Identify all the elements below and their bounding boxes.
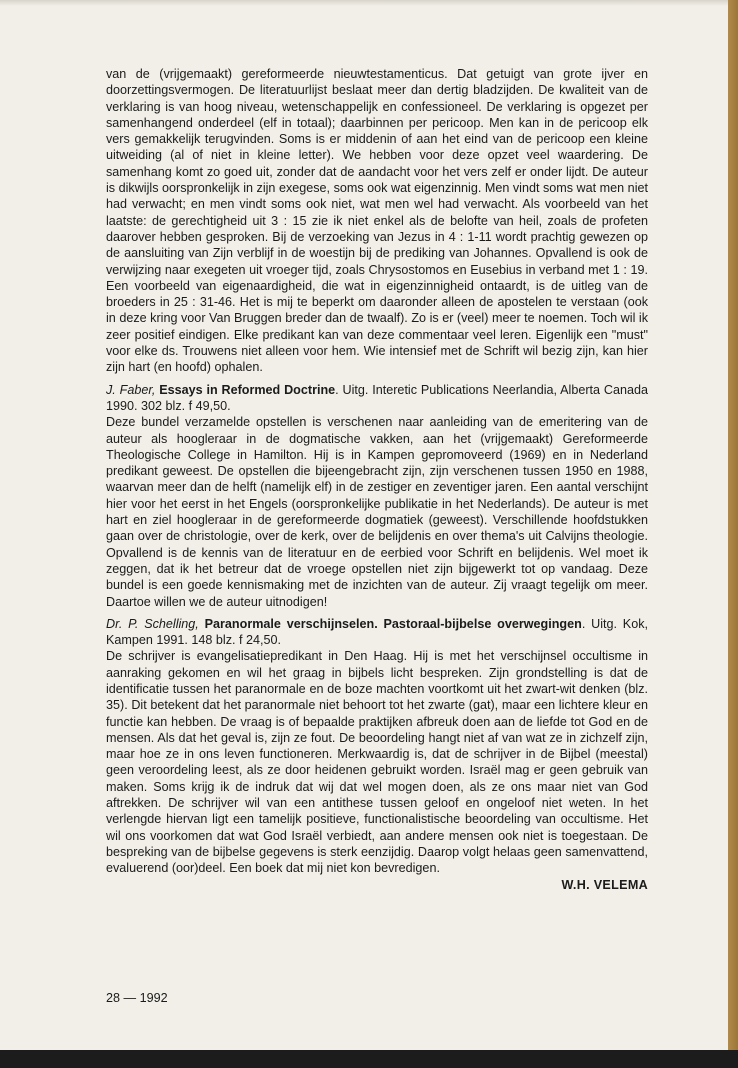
intro-paragraph: van de (vrijgemaakt) gereformeerde nieuwtestamenticus. Dat getuigt van grote ijver en doorzettingsvermogen. De literatuurlijst beslaat meer dan dertig bladzijden. De kwaliteit van de verklaring is van hoog niveau, wetenschappelijk en confessioneel. De verklaring is opgezet per samenhangend onderdeel (elf in totaal); daarbinnen per pericoop. Men kan in de pericoop elk vers gemakkelijk terugvinden. Soms is er middenin of aan het eind van de pericoop een kleine uitweiding (al of niet in kleine letter). We hebben voor deze opzet veel waardering. De samenhang komt zo goed uit, zonder dat de aandacht voor het vers zelf er onder lijdt. De auteur is dikwijls oorspronkelijk in zijn exegese, soms ook wat eigenzinnig. Men vindt soms wat men niet had verwacht; en men vindt soms ook niet, wat men wel had verwacht. Als voorbeeld van het laatste: de gerechtigheid uit 3 : 15 zie ik niet enkel als de belofte van heil, zoals de profeten daarover hebben gesproken. Bij de verzoeking van Jezus in 4 : 1-11 wordt prachtig gewezen op de aansluiting van Zijn verblijf in de woestijn bij de prediking van Johannes. Opvallend is ook de verwijzing naar exegeten uit vroeger tijd, zoals Chrysostomos en Eusebius in verband met 1 : 19. Een voorbeeld van eigenaardigheid, die wat in eigenzinnigheid ontaardt, is de uitleg van de broeders in 25 : 31-46. Het is mij te beperkt om daaronder alleen de apostelen te verstaan (ook in deze kring voor Van Bruggen breder dan de twaalf). Zo is er (veel) meer te noemen. Toch wil ik zeer positief eindigen. Elke predikant kan van deze commentaar veel leren. Eigenlijk een "must" voor elke ds. Trouwens niet alleen voor hem. Wie intensief met de Schrift wil bezig zijn, kan hier zijn hart (en hoofd) ophalen. [106,67,648,375]
page-top-shadow [0,0,728,6]
review-title: Paranormale verschijnselen. Pastoraal-bijbelse overwegingen [204,616,582,631]
book-spine-edge [728,0,738,1068]
review-body: De schrijver is evangelisatiepredikant in Den Haag. Hij is met het verschijnsel occultisme in aanraking gekomen en wil het graag in bijbels licht bespreken. Zijn grondstelling is dat de identificatie tussen het paranormale en de boze machten voortkomt uit het zwart-wit denken (blz. 35). Dit betekent dat het paranormale niet behoort tot het zwarte (gat), maar een lichtere kleur en functie kan hebben. De vraag is of bepaalde praktijken afbreuk doen aan de liefde tot God en de mensen. Als dat het geval is, zijn ze fout. De beoordeling hangt niet af van wat ze in zichzelf zijn, maar hoe ze in ons leven functioneren. Merkwaardig is, dat de schrijver in de Bijbel (meestal) geen veroordeling leest, als ze door heidenen gebruikt worden. Israël mag er geen gebruik van maken. Soms krijg ik de indruk dat wij dat wel mogen doen, als ze ons maar niet van God aftrekken. De schrijver wil van een antithese tussen geloof en ongeloof niet weten. In het verlengde hiervan ligt een tamelijk positieve, functionalistische beoordeling van occultisme. Het wil ons voorkomen dat wat God Israël verbiedt, aan andere mensen ook niet is toegestaan. De bespreking van de bijbelse gegevens is sterk eenzijdig. Daarop volgt helaas geen samenvattend, evaluerend (oor)deel. Een boek dat mij niet kon bevredigen. [106,649,648,876]
review-header [106,382,648,415]
review-author: J. Faber, [106,382,156,397]
review-faber [106,382,648,610]
review-details: . Uitg. Kok, Kampen 1991. 148 blz. f 24,50. [106,616,649,648]
review-author: Dr. P. Schelling, [106,616,199,631]
review-body: Deze bundel verzamelde opstellen is verschenen naar aanleiding van de emeritering van de auteur als hoogleraar in de dogmatische vakken, aan het (vrijgemaakt) Gereformeerde Theologische College in Hamilton. Hij is in Kampen gepromoveerd (1969) en in Nederland predikant geweest. De opstellen die bijeengebracht zijn, zijn verschenen tussen 1950 en 1988, waarvan meer dan de helft (namelijk elf) in de zestiger en zeventiger jaren. Een aantal verschijnt hier voor het eerst in het Engels (oorspronkelijke publikatie in het Nederlands). De auteur is met hart en ziel hoogleraar in de gereformeerde dogmatiek (geweest). Verschillende hoofdstukken gaan over de christologie, over de kerk, over de belijdenis en over thema's uit Calvijns theologie. Opvallend is de kennis van de literatuur en de eerbied voor Schrift en belijdenis. Wel moet ik zeggen, dat ik het betreur dat de vroege opstellen niet zijn bijgewerkt tot op vandaag. Deze bundel is een goede kennismaking met de inzichten van de auteur. Zij vraagt tegelijk om meer. Daartoe willen we de auteur uitnodigen! [106,415,648,609]
review-header [106,616,648,649]
review-schelling [106,616,648,877]
review-title: Essays in Reformed Doctrine [159,382,336,397]
review-details: . Uitg. Interetic Publications Neerlandia, Alberta Canada 1990. 302 blz. f 49,50. [106,382,649,413]
article-body [106,66,648,893]
scan-bottom-border [0,1050,738,1068]
page-footer: 28 — 1992 [106,991,168,1005]
reviewer-signature: W.H. VELEMA [561,877,648,892]
